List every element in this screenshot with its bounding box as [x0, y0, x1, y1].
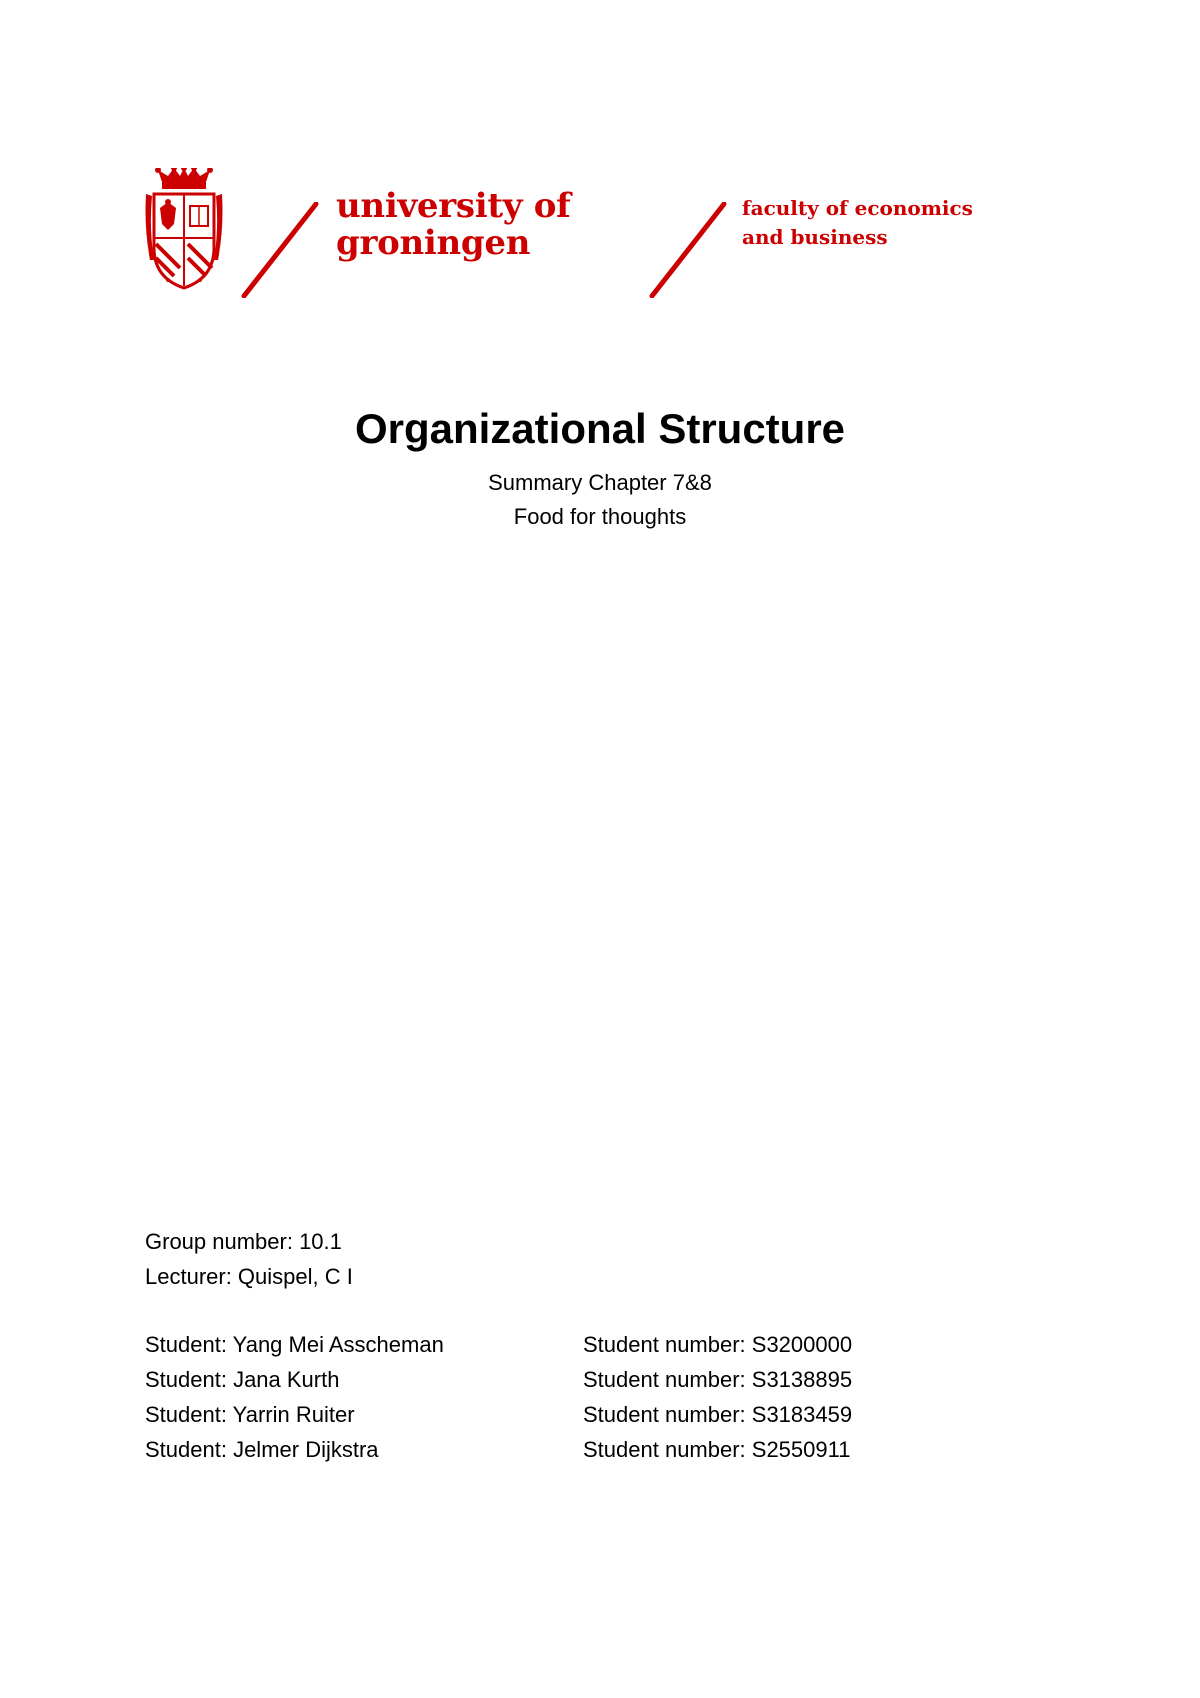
faculty-name-line1: faculty of economics	[742, 196, 973, 220]
university-crest-icon	[144, 168, 224, 290]
student-name: Student: Yang Mei Asscheman	[145, 1332, 444, 1357]
university-logo	[140, 168, 1020, 298]
student-name: Student: Jana Kurth	[145, 1367, 340, 1392]
university-name-line2: groningen	[336, 223, 531, 263]
student-number: Student number: S3183459	[583, 1402, 853, 1427]
title-block	[0, 404, 1200, 534]
student-row	[145, 1327, 1045, 1362]
faculty-name-line2: and business	[742, 225, 888, 249]
subtitle-line2: Food for thoughts	[513, 504, 687, 529]
document-subtitle	[0, 466, 1200, 534]
student-number: Student number: S3138895	[583, 1367, 853, 1392]
student-name: Student: Yarrin Ruiter	[145, 1402, 355, 1427]
faculty-name	[742, 194, 973, 252]
lecturer: Lecturer: Quispel, C I	[145, 1264, 353, 1289]
student-name: Student: Jelmer Dijkstra	[145, 1437, 379, 1462]
subtitle-line1: Summary Chapter 7&8	[488, 470, 712, 495]
student-row	[145, 1432, 1045, 1467]
info-block	[145, 1224, 1045, 1467]
student-list	[145, 1327, 1045, 1467]
student-row	[145, 1397, 1045, 1432]
document-title: Organizational Structure	[354, 405, 846, 452]
group-number: Group number: 10.1	[145, 1229, 342, 1254]
university-name	[336, 188, 570, 262]
university-name-line1: university of	[336, 186, 571, 226]
divider-slash-icon	[240, 202, 320, 298]
student-row	[145, 1362, 1045, 1397]
student-number: Student number: S2550911	[583, 1437, 851, 1462]
divider-slash-icon	[648, 202, 728, 298]
student-number: Student number: S3200000	[583, 1332, 853, 1357]
